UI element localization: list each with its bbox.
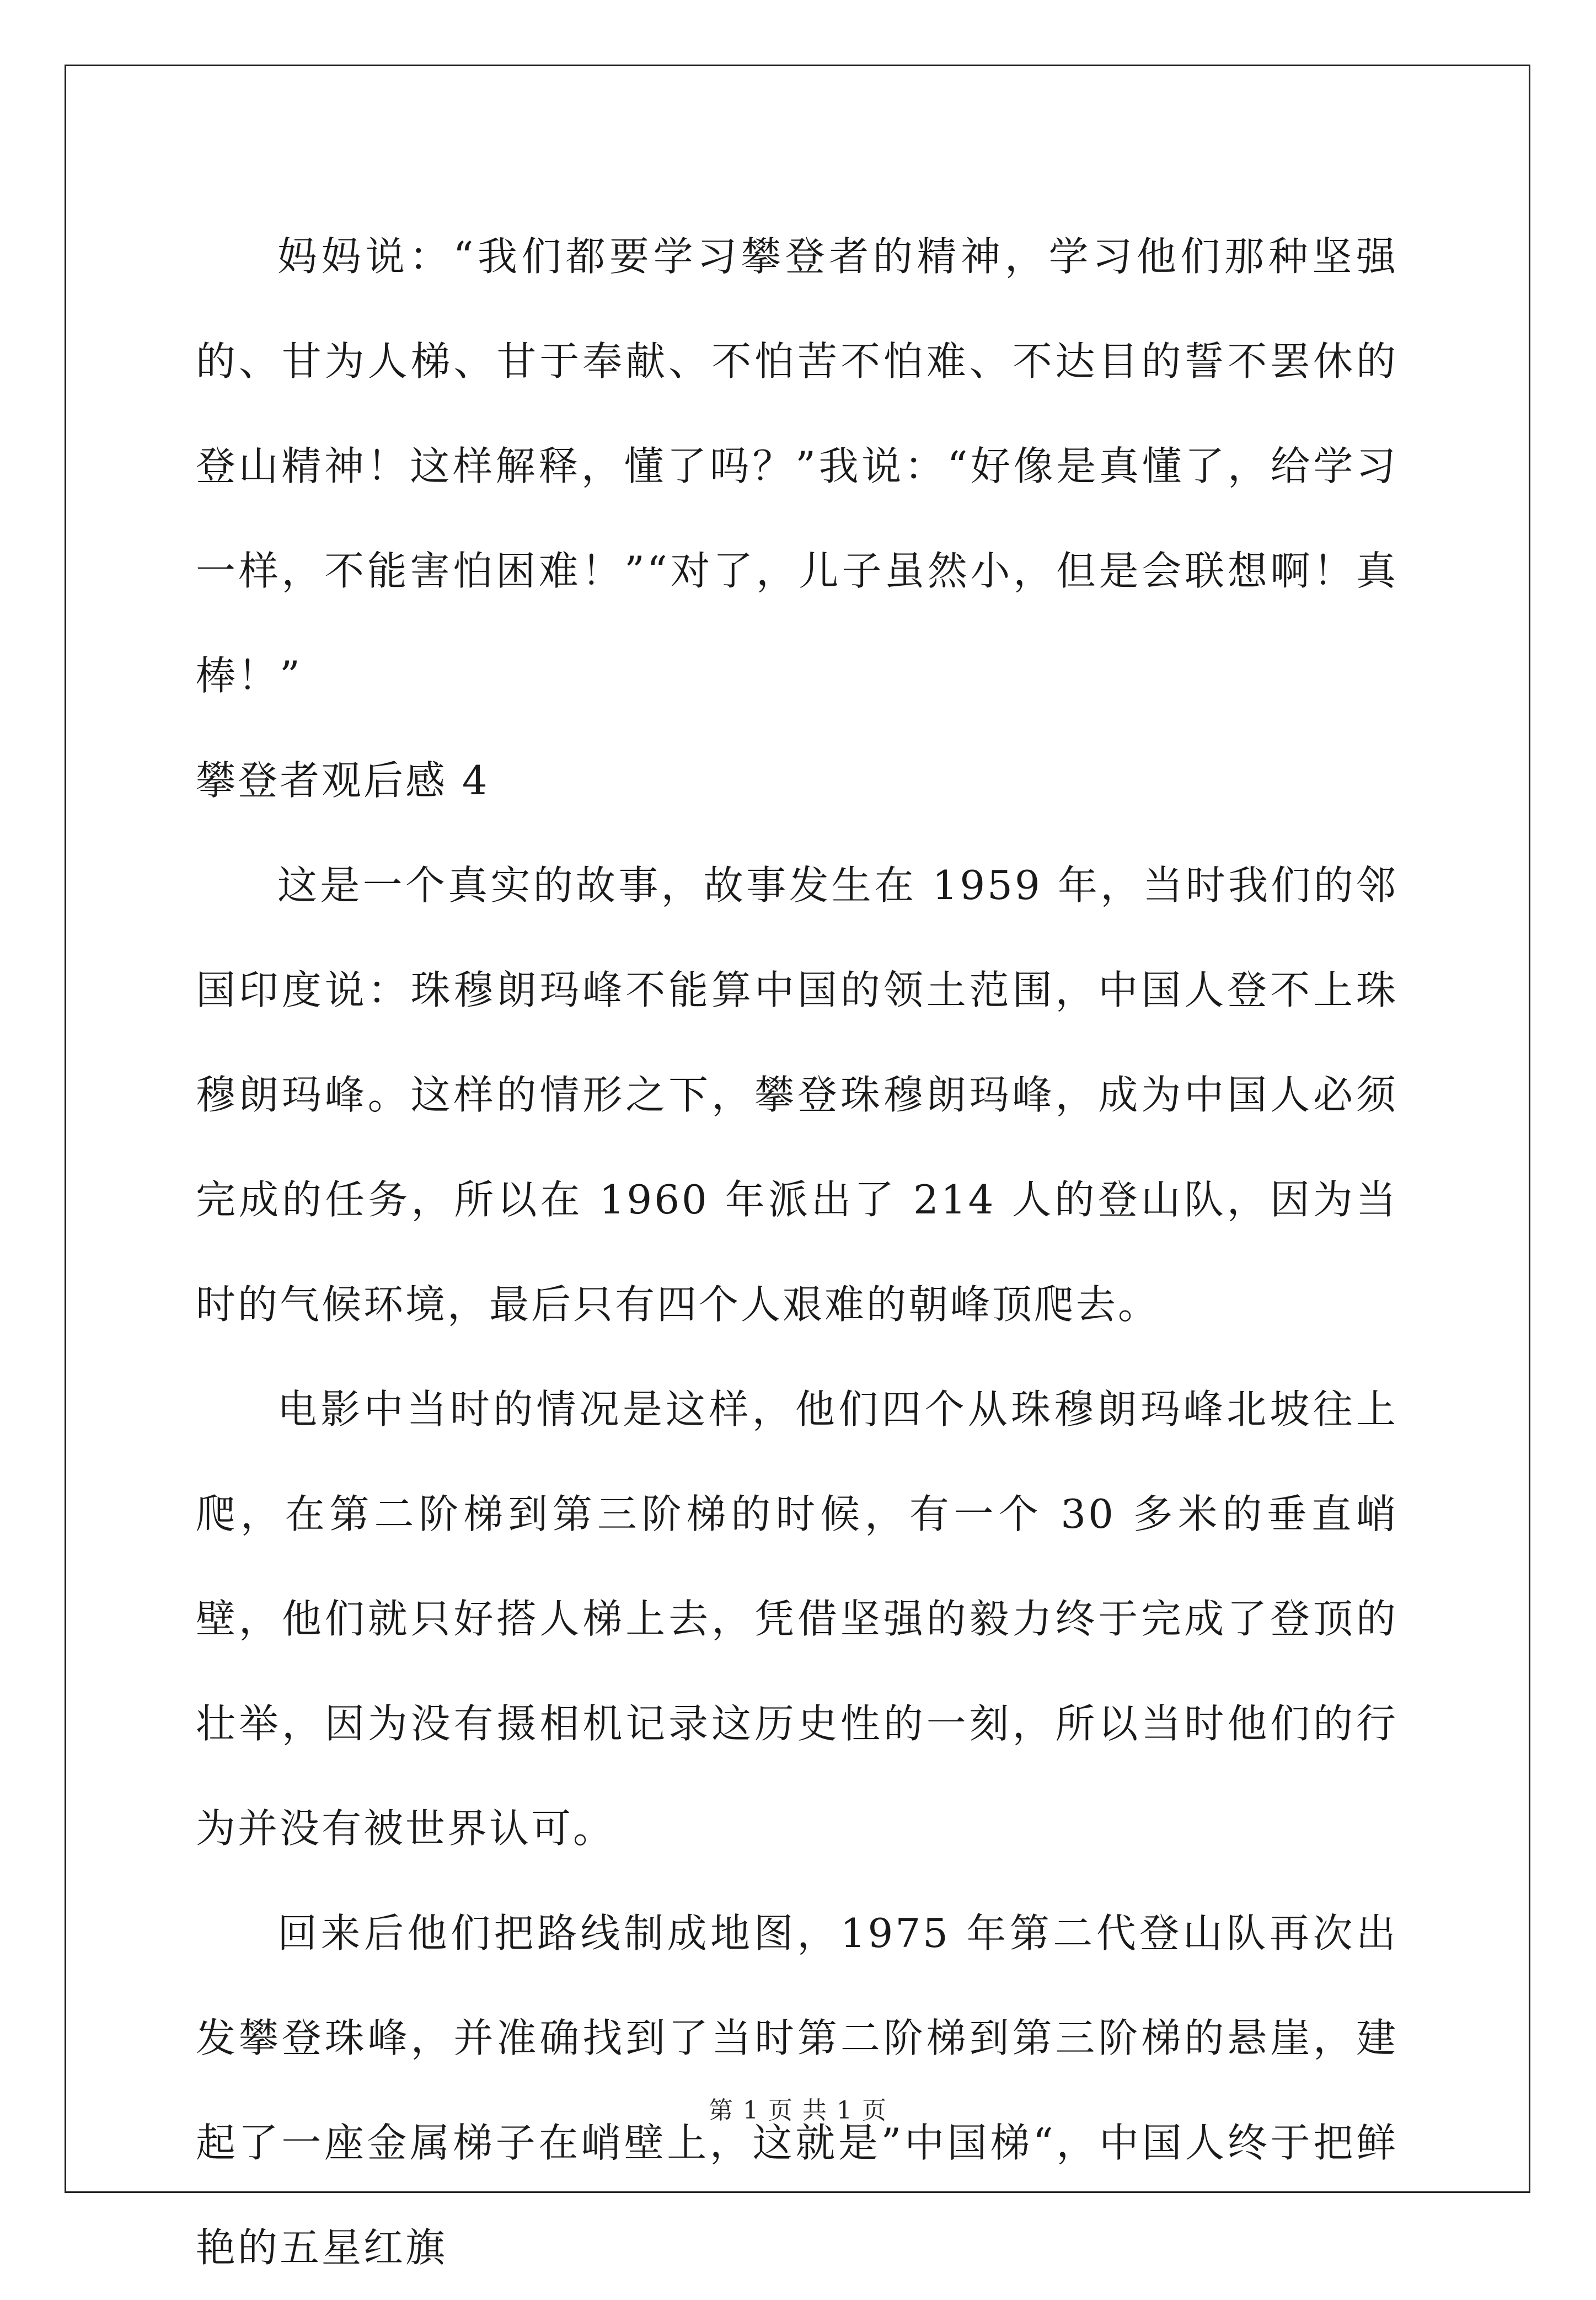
- paragraph-1975-expedition: 回来后他们把路线制成地图，1975 年第二代登山队再次出发攀登珠峰，并准确找到了当时第二阶梯到第三阶梯的悬崖，建起了一座金属梯子在峭壁上，这就是”中国梯“，中国人终于把鲜艳的五星红旗: [196, 1910, 1398, 2271]
- page-footer: 第 1 页 共 1 页: [709, 2096, 887, 2125]
- paragraph-mother-quote: 妈妈说：“我们都要学习攀登者的精神，学习他们那种坚强的、甘为人梯、甘于奉献、不怕苦不怕难、不达目的誓不罢休的登山精神！这样解释，懂了吗？”我说：“好像是真懂了，给学习一样，不能害怕困难！”“对了，儿子虽然小，但是会联想啊！真棒！”: [196, 233, 1398, 699]
- paragraph-movie-situation: 电影中当时的情况是这样，他们四个从珠穆朗玛峰北坡往上爬，在第二阶梯到第三阶梯的时候，有一个 30 多米的垂直峭壁，他们就只好搭人梯上去，凭借坚强的毅力终于完成了登顶的壮举，因为没有摄相机记录这历史性的一刻，所以当时他们的行为并没有被世界认可。: [196, 1386, 1398, 1852]
- document-body: [196, 204, 1398, 2300]
- paragraph-story-1959: 这是一个真实的故事，故事发生在 1959 年，当时我们的邻国印度说：珠穆朗玛峰不能算中国的领土范围，中国人登不上珠穆朗玛峰。这样的情形之下，攀登珠穆朗玛峰，成为中国人必须完成的任务，所以在 1960 年派出了 214 人的登山队，因为当时的气候环境，最后只有四个人艰难的朝峰顶爬去。: [196, 862, 1398, 1328]
- section-heading: 攀登者观后感 4: [196, 757, 490, 804]
